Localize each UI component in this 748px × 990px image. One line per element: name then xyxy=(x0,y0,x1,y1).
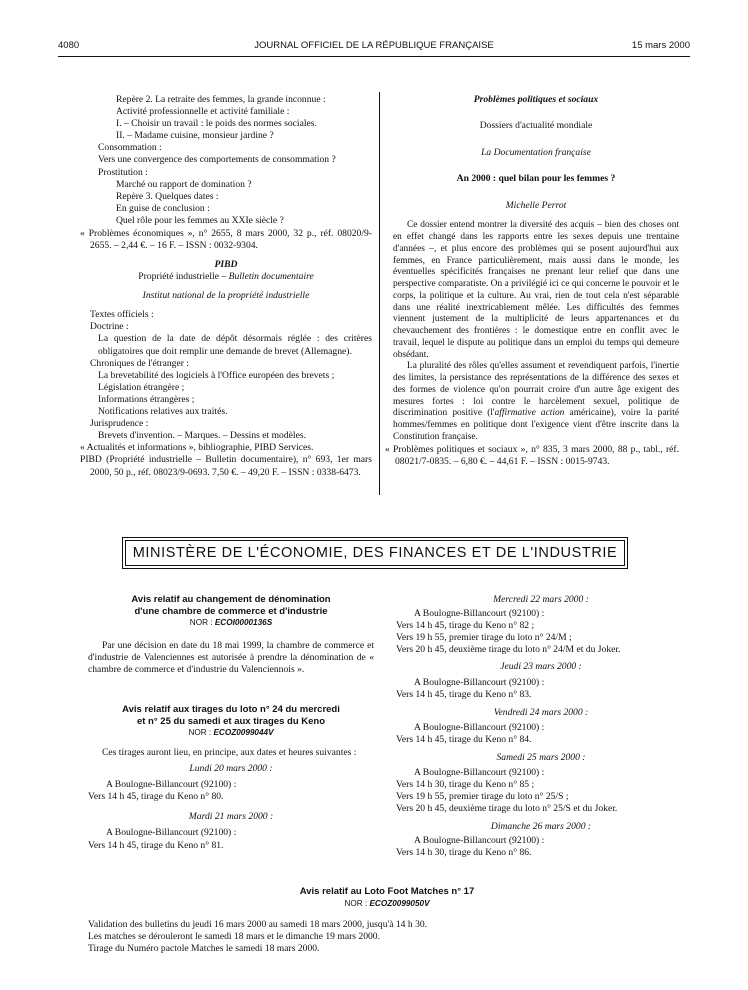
draw-day: Mardi 21 mars 2000 : xyxy=(188,811,274,823)
author: Michelle Perrot xyxy=(505,200,567,212)
text-line: Chroniques de l'étranger : xyxy=(90,357,189,369)
nor-code: ECOI0000136S xyxy=(214,618,273,627)
draw-place: A Boulogne-Billancourt (92100) : xyxy=(106,827,237,839)
spacer xyxy=(393,132,679,147)
draw-day: Vendredi 24 mars 2000 : xyxy=(493,706,589,718)
draw-place: A Boulogne-Billancourt (92100) : xyxy=(106,779,237,791)
text-line: Repère 2. La retraite des femmes, la grande inconnue : xyxy=(116,94,326,105)
text-line: Consommation : xyxy=(98,142,162,154)
dossier-title: An 2000 : quel bilan pour les femmes ? xyxy=(456,173,616,185)
nor-label: NOR : xyxy=(189,618,215,627)
draw-item: Vers 14 h 45, tirage du Keno n° 81. xyxy=(88,839,224,851)
draw-place: A Boulogne-Billancourt (92100) : xyxy=(414,767,545,779)
draw-day: Dimanche 26 mars 2000 : xyxy=(490,820,592,832)
draw-item: Vers 20 h 45, deuxième tirage du loto n° 24/M et du Joker. xyxy=(396,644,621,656)
text-line: Informations étrangères ; xyxy=(98,393,195,405)
text-line: Textes officiels : xyxy=(90,309,154,321)
draw-day: Jeudi 23 mars 2000 : xyxy=(500,661,582,673)
avis-chambre-commerce xyxy=(88,594,374,676)
top-left-column xyxy=(98,94,372,227)
pibd-title-italic: Bulletin documentaire xyxy=(228,271,314,283)
pibd-block xyxy=(80,259,372,479)
text-line: Marché ou rapport de domination ? xyxy=(116,178,252,190)
text-line: Activité professionnelle et activité familiale : xyxy=(116,106,290,118)
publisher: La Documentation française xyxy=(481,147,591,159)
draw-day: Lundi 20 mars 2000 : xyxy=(189,763,273,775)
draw-day: Samedi 25 mars 2000 : xyxy=(496,752,586,764)
nor-code: ECOZ0099050V xyxy=(369,898,430,908)
text-line: En guise de conclusion : xyxy=(116,202,210,214)
nor-label: NOR : xyxy=(344,898,370,908)
pibd-acronym: PIBD xyxy=(214,259,238,270)
nor-reference xyxy=(88,898,686,910)
draw-item: Vers 14 h 30, tirage du Keno n° 86. xyxy=(396,846,532,858)
page-number: 4080 xyxy=(58,40,80,51)
draw-item: Vers 14 h 45, tirage du Keno n° 82 ; xyxy=(396,620,535,632)
spacer xyxy=(88,629,374,640)
draw-place: A Boulogne-Billancourt (92100) : xyxy=(414,676,545,688)
column-divider xyxy=(379,92,380,495)
text-line: La question de la date de dépôt désormais réglée : des critères obligatoires que doit remplir une demande de brevet (Allemagne). xyxy=(98,333,372,357)
text-line: La brevetabilité des logiciels à l'Office européen des brevets ; xyxy=(98,369,335,381)
text-line: Validation des bulletins du jeudi 16 mars 2000 au samedi 18 mars 2000, jusqu'à 14 h 30. xyxy=(88,918,428,930)
draw-day: Mercredi 22 mars 2000 : xyxy=(493,594,589,605)
text-line: Législation étrangère ; xyxy=(98,381,185,393)
draw-place: A Boulogne-Billancourt (92100) : xyxy=(414,608,545,620)
text-line: Notifications relatives aux traités. xyxy=(98,406,228,418)
paragraph-text: La pluralité des rôles qu'elles assument et revendiquent parfois, l'inertie des limites, la persistance des représentations de la différence des sexes et des formes de violence qu'on pourrait croire d'un autre âge exigent des mesures fortes : loi contre le harcèlement sexuel, politique de discrimination positive (l' xyxy=(393,361,679,419)
avis-title: d'une chambre de commerce et d'industrie xyxy=(134,605,328,617)
text-line: Vers une convergence des comportements de consommation ? xyxy=(98,154,336,166)
avis-loto-keno-continued xyxy=(396,594,686,859)
pps-citation: « Problèmes politiques et sociaux », n° 835, 3 mars 2000, 88 p., tabl., réf. 08021/7-0835. – 6,80 €. – 44,61 F. – ISSN : 0015-9743. xyxy=(385,443,679,467)
series-title: Problèmes politiques et sociaux xyxy=(473,94,599,105)
nor-label: NOR : xyxy=(188,728,214,737)
collection-title: Dossiers d'actualité mondiale xyxy=(479,120,593,132)
spacer xyxy=(88,910,686,919)
avis-title: Avis relatif au changement de dénomination xyxy=(131,594,331,605)
spacer xyxy=(88,803,374,811)
pibd-title-part: Propriété industrielle – xyxy=(138,271,229,283)
draw-item: Vers 19 h 55, premier tirage du loto n° 25/S ; xyxy=(396,791,569,803)
avis-title: et n° 25 du samedi et aux tirages du Keno xyxy=(136,715,326,727)
dossier-paragraph-2 xyxy=(393,361,679,443)
text-line: Prostitution : xyxy=(98,166,148,178)
problemes-economiques-citation: « Problèmes économiques », n° 2655, 8 mars 2000, 32 p., réf. 08020/9-2655. – 2,44 €. – 16 F. – ISSN : 0032-9304. xyxy=(80,228,372,252)
top-right-column xyxy=(385,94,679,468)
text-line: Doctrine : xyxy=(90,321,129,333)
paragraph-italic: affirmative action xyxy=(494,408,565,419)
spacer xyxy=(80,302,372,309)
text-line: Brevets d'invention. – Marques. – Dessins et modèles. xyxy=(98,430,306,442)
text-line: « Actualités et informations », bibliographie, PIBD Services. xyxy=(80,442,314,454)
nor-code: ECOZ0099044V xyxy=(213,728,274,737)
spacer xyxy=(393,212,679,220)
nor-reference xyxy=(88,727,374,739)
text-line: Quel rôle pour les femmes au XXIe siècle ? xyxy=(116,214,284,226)
draw-item: Vers 20 h 45, deuxième tirage du loto n° 25/S et du Joker. xyxy=(396,803,618,815)
dossier-paragraph-1: Ce dossier entend montrer la diversité des acquis – bien des choses ont en effet changé dans les rapports entre les sexes depuis une trentaine d'années –, et plus encore des problèmes qui se posent aujourd'hui aux femmes, en France particulièrement, mais aussi dans le monde, les éventuelles spécificités françaises ne prenant leur relief que dans une perspective comparatiste. On a privilégié ici ce qui concerne le pouvoir et le corps, la politique et la culture. Au vrai, rien de tout cela n'est séparable dans une réalité inextricablement mêlée. Les difficultés des femmes viennent justement de la multiplicité de leurs appartenances et du chevauchement des frontières : le domestique entre en conflit avec le travail, lequel le dispute au politique dans un emploi du temps qui demeure obsédant. xyxy=(393,220,679,360)
header-rule xyxy=(58,56,690,57)
avis-loto-keno xyxy=(88,704,374,852)
draw-item: Vers 19 h 55, premier tirage du loto n° 24/M ; xyxy=(396,632,572,644)
text-line: Repère 3. Quelques dates : xyxy=(116,190,219,202)
avis-title: Avis relatif aux tirages du loto n° 24 du mercredi xyxy=(122,704,340,715)
text-line: Les matches se dérouleront le samedi 18 mars et le dimanche 19 mars 2000. xyxy=(88,930,380,942)
draw-item: Vers 14 h 30, tirage du Keno n° 85 ; xyxy=(396,779,535,791)
avis-title: Avis relatif au Loto Foot Matches n° 17 xyxy=(299,886,475,897)
nor-reference xyxy=(88,617,374,629)
draw-item: Vers 14 h 45, tirage du Keno n° 84. xyxy=(396,733,532,745)
text-line: I. – Choisir un travail : le poids des normes sociales. xyxy=(116,118,317,130)
text-line: Jurisprudence : xyxy=(90,418,149,430)
spacer xyxy=(393,159,679,173)
issue-date: 15 mars 2000 xyxy=(631,40,690,51)
spacer xyxy=(88,739,374,747)
avis-intro: Ces tirages auront lieu, en principe, aux dates et heures suivantes : xyxy=(102,747,357,758)
pibd-institute: Institut national de la propriété industrielle xyxy=(142,290,310,302)
avis-body: Par une décision en date du 18 mai 1999, la chambre de commerce et d'industrie de Valenciennes est autorisée à prendre la dénomination de « chambre de commerce et d'industrie du Valenciennois ». xyxy=(88,640,374,676)
pibd-title xyxy=(80,271,372,283)
draw-place: A Boulogne-Billancourt (92100) : xyxy=(414,834,545,846)
draw-item: Vers 14 h 45, tirage du Keno n° 80. xyxy=(88,791,224,803)
spacer xyxy=(80,283,372,290)
spacer xyxy=(393,185,679,200)
pibd-citation: PIBD (Propriété industrielle – Bulletin documentaire), n° 693, 1er mars 2000, 50 p., réf. 08023/9-0693. 7,50 €. – 49,20 F. – ISSN : 0338-6473. xyxy=(80,454,372,478)
draw-place: A Boulogne-Billancourt (92100) : xyxy=(414,721,545,733)
avis-loto-foot xyxy=(88,886,686,955)
page-header xyxy=(58,40,690,54)
draw-item: Vers 14 h 45, tirage du Keno n° 83. xyxy=(396,688,532,700)
spacer xyxy=(393,106,679,120)
text-line: Tirage du Numéro pactole Matches le samedi 18 mars 2000. xyxy=(88,942,320,954)
ministry-banner: MINISTÈRE DE L'ÉCONOMIE, DES FINANCES ET DE L'INDUSTRIE xyxy=(125,540,625,566)
text-line: II. – Madame cuisine, monsieur jardine ? xyxy=(116,130,274,142)
paragraph-text: américaine), voire la parité hommes/femmes en politique dont l'exigence vient d'être inscrite dans la Constitution française. xyxy=(393,408,679,442)
journal-title: JOURNAL OFFICIEL DE LA RÉPUBLIQUE FRANÇAISE xyxy=(254,40,494,51)
